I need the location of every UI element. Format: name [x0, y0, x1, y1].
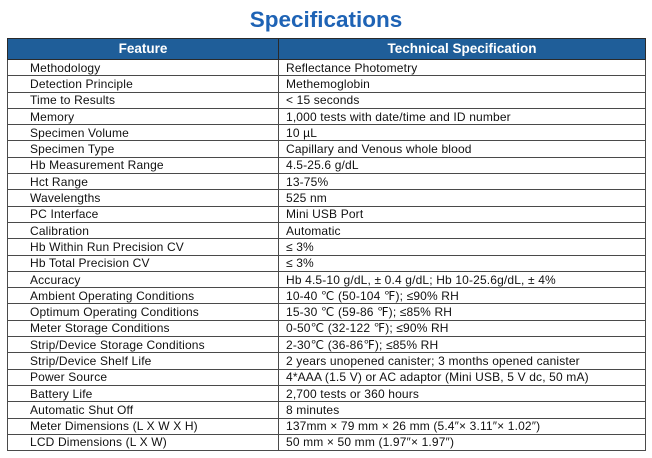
specification-cell: Reflectance Photometry [279, 60, 646, 76]
table-row [8, 157, 646, 173]
table-row [8, 174, 646, 190]
table-row [8, 222, 646, 238]
feature-cell: Accuracy [8, 271, 279, 287]
specification-cell: Mini USB Port [279, 206, 646, 222]
table-row [8, 141, 646, 157]
specification-cell: Methemoglobin [279, 76, 646, 92]
specification-cell: 1,000 tests with date/time and ID number [279, 108, 646, 124]
column-header-technical-specification: Technical Specification [279, 39, 646, 60]
table-row [8, 434, 646, 450]
feature-cell: Memory [8, 108, 279, 124]
feature-cell: Specimen Volume [8, 125, 279, 141]
table-row [8, 206, 646, 222]
table-row [8, 320, 646, 336]
feature-cell: Calibration [8, 222, 279, 238]
specification-cell: 8 minutes [279, 402, 646, 418]
table-row [8, 190, 646, 206]
table-row [8, 304, 646, 320]
table-row [8, 92, 646, 108]
table-row [8, 402, 646, 418]
table-row [8, 337, 646, 353]
feature-cell: PC Interface [8, 206, 279, 222]
feature-cell: Ambient Operating Conditions [8, 288, 279, 304]
specification-cell: Capillary and Venous whole blood [279, 141, 646, 157]
specification-cell: 2-30℃ (36-86℉); ≤85% RH [279, 337, 646, 353]
feature-cell: Power Source [8, 369, 279, 385]
table-row [8, 108, 646, 124]
feature-cell: Detection Principle [8, 76, 279, 92]
feature-cell: Optimum Operating Conditions [8, 304, 279, 320]
table-row [8, 255, 646, 271]
feature-cell: Automatic Shut Off [8, 402, 279, 418]
specification-cell: ≤ 3% [279, 255, 646, 271]
specification-cell: 4*AAA (1.5 V) or AC adaptor (Mini USB, 5 V dc, 50 mA) [279, 369, 646, 385]
table-row [8, 385, 646, 401]
table-row [8, 353, 646, 369]
specification-cell: 0-50℃ (32-122 ℉); ≤90% RH [279, 320, 646, 336]
table-row [8, 271, 646, 287]
table-row [8, 418, 646, 434]
specification-cell: Hb 4.5-10 g/dL, ± 0.4 g/dL; Hb 10-25.6g/dL, ± 4% [279, 271, 646, 287]
specification-cell: < 15 seconds [279, 92, 646, 108]
specification-cell: 2 years unopened canister; 3 months opened canister [279, 353, 646, 369]
specification-cell: 4.5-25.6 g/dL [279, 157, 646, 173]
feature-cell: Meter Storage Conditions [8, 320, 279, 336]
column-header-feature: Feature [8, 39, 279, 60]
table-row [8, 239, 646, 255]
table-body [8, 60, 646, 451]
specification-cell: 525 nm [279, 190, 646, 206]
feature-cell: Hb Total Precision CV [8, 255, 279, 271]
feature-cell: Methodology [8, 60, 279, 76]
table-row [8, 369, 646, 385]
specification-cell: Automatic [279, 222, 646, 238]
feature-cell: Hct Range [8, 174, 279, 190]
specification-cell: 10 µL [279, 125, 646, 141]
page-title: Specifications [249, 7, 403, 32]
specification-cell: 10-40 ℃ (50-104 ℉); ≤90% RH [279, 288, 646, 304]
specification-cell: ≤ 3% [279, 239, 646, 255]
feature-cell: Time to Results [8, 92, 279, 108]
feature-cell: Hb Measurement Range [8, 157, 279, 173]
feature-cell: Hb Within Run Precision CV [8, 239, 279, 255]
table-row [8, 288, 646, 304]
feature-cell: Strip/Device Storage Conditions [8, 337, 279, 353]
specification-cell: 15-30 ℃ (59-86 ℉); ≤85% RH [279, 304, 646, 320]
table-header-row [8, 39, 646, 60]
feature-cell: LCD Dimensions (L X W) [8, 434, 279, 450]
specifications-table [7, 38, 646, 451]
feature-cell: Strip/Device Shelf Life [8, 353, 279, 369]
table-row [8, 60, 646, 76]
table-row [8, 76, 646, 92]
feature-cell: Wavelengths [8, 190, 279, 206]
feature-cell: Specimen Type [8, 141, 279, 157]
feature-cell: Battery Life [8, 385, 279, 401]
feature-cell: Meter Dimensions (L X W X H) [8, 418, 279, 434]
specification-cell: 2,700 tests or 360 hours [279, 385, 646, 401]
specification-cell: 137mm × 79 mm × 26 mm (5.4″× 3.11″× 1.02″) [279, 418, 646, 434]
specification-cell: 50 mm × 50 mm (1.97″× 1.97″) [279, 434, 646, 450]
specification-cell: 13-75% [279, 174, 646, 190]
table-row [8, 125, 646, 141]
